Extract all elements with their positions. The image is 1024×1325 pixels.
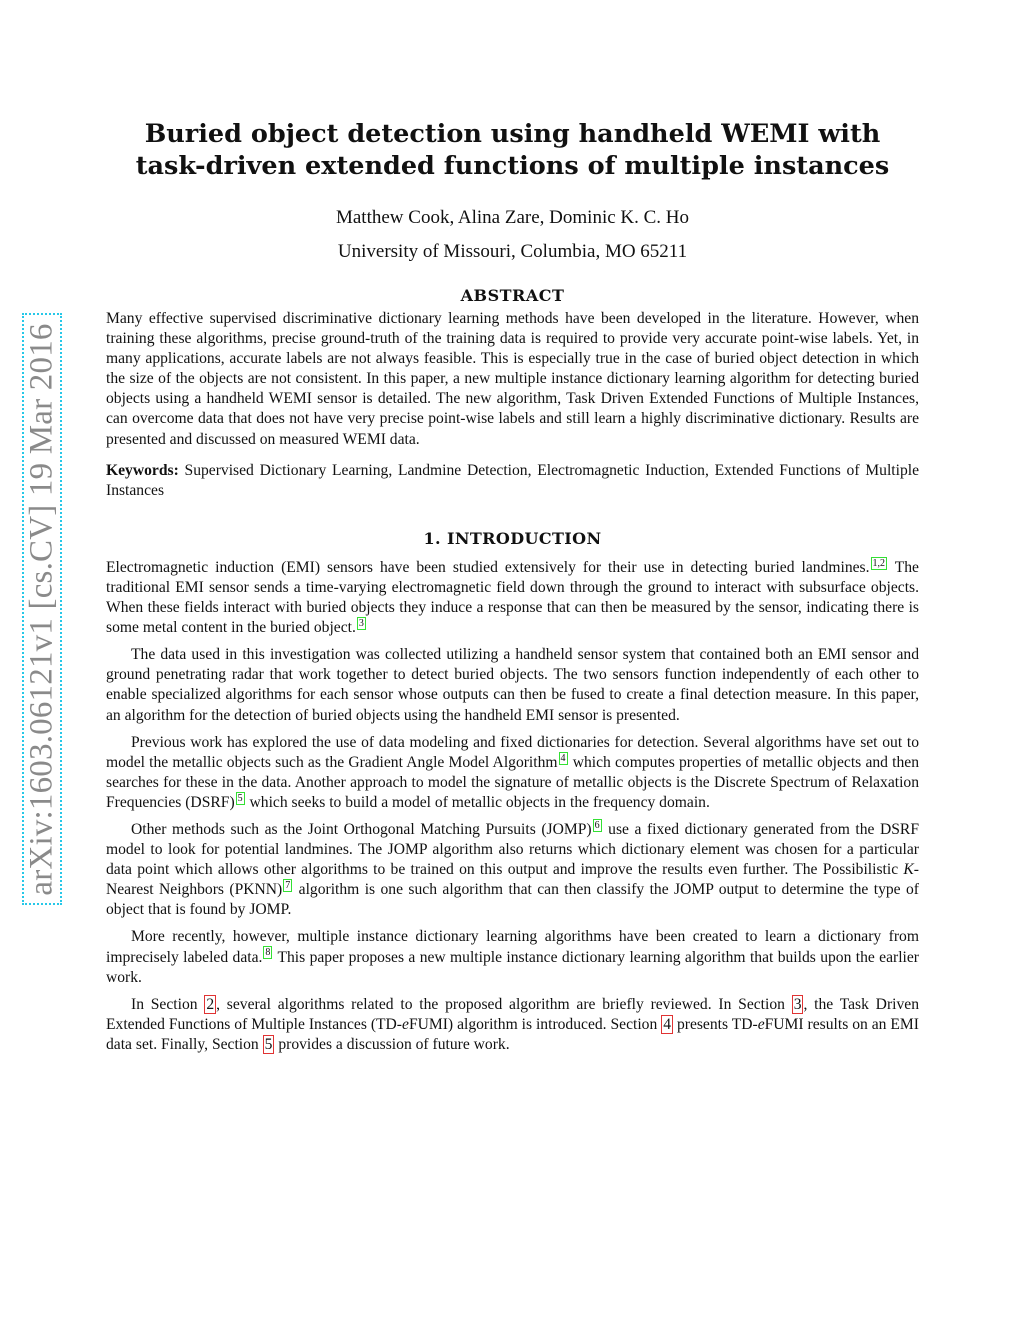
section-link[interactable]: 5	[264, 1035, 273, 1053]
text-run: -Nearest Neighbors (PKNN)	[106, 861, 919, 899]
text-run: In Section	[131, 995, 205, 1013]
abstract-heading: ABSTRACT	[460, 286, 565, 305]
intro-paragraph-4	[106, 820, 919, 920]
citation-link[interactable]: 3	[358, 617, 364, 629]
keywords	[106, 461, 919, 501]
text-run: The traditional EMI sensor sends a time-varying electromagnetic field down through the ground to interact with subsurface objects. When these fields interact with buried objects they induce a response that can then be measured by the sensor, indicating there is some metal content in the buried object.	[106, 558, 919, 637]
keywords-text: Supervised Dictionary Learning, Landmine Detection, Electromagnetic Induction, Extended Functions of Multiple Instances	[106, 461, 919, 499]
citation-link[interactable]: 4	[560, 752, 566, 764]
intro-paragraph-1	[106, 558, 919, 638]
text-run: More recently, however, multiple instance dictionary learning algorithms have been created to learn a dictionary from imprecisely labeled data.	[106, 928, 919, 966]
affiliation: University of Missouri, Columbia, MO 65211	[337, 241, 688, 262]
section-heading-introduction: 1. INTRODUCTION	[423, 528, 602, 548]
math-symbol: e	[402, 1015, 409, 1033]
arxiv-stamp[interactable]	[22, 313, 62, 905]
text-run: provides a discussion of future work.	[274, 1035, 510, 1053]
intro-paragraph-2: The data used in this investigation was collected utilizing a handheld sensor system that contained both an EMI sensor and ground penetrating radar that work together to detect buried objects. The two sensors function independently of each other to enable specialized algorithms for each sensor whose outputs can then be fused to create a final detection measure. In this paper, an algorithm for the detection of buried objects using the handheld EMI sensor is presented.	[106, 646, 919, 724]
citation-link[interactable]: 1,2	[872, 557, 886, 569]
text-run: which computes properties of metallic objects and then searches for these in the data. Another approach to model the signature of metallic objects is the Discrete Spectrum of Relaxation Frequencies (DSRF)	[106, 753, 919, 811]
intro-paragraph-6	[106, 995, 919, 1055]
section-link[interactable]: 3	[793, 995, 802, 1013]
section-link[interactable]: 4	[663, 1015, 672, 1033]
text-run: presents TD-	[673, 1015, 758, 1033]
citation-link[interactable]: 6	[594, 819, 600, 831]
math-symbol: K	[903, 861, 914, 879]
math-symbol: e	[757, 1015, 765, 1033]
section-link[interactable]: 2	[206, 995, 215, 1013]
text-run: , several algorithms related to the proposed algorithm are briefly reviewed. In Section	[216, 995, 792, 1013]
text-run: This paper proposes a new multiple instance dictionary learning algorithm that builds upon the earlier work.	[106, 948, 919, 986]
title-line-1: Buried object detection using handheld WEMI with	[144, 119, 881, 149]
intro-paragraph-3	[106, 733, 919, 813]
text-run: which seeks to build a model of metallic objects in the frequency domain.	[245, 793, 710, 811]
arxiv-id: arXiv:1603.06121v1 [cs.CV] 19 Mar 2016	[23, 322, 60, 896]
authors: Matthew Cook, Alina Zare, Dominic K. C. Ho	[335, 207, 690, 228]
text-run: Other methods such as the Joint Orthogonal Matching Pursuits (JOMP)	[131, 820, 592, 838]
text-run: use a fixed dictionary generated from the DSRF model to look for potential landmines. The JOMP algorithm also returns which dictionary element was chosen for a particular data point which allows other algorithms to be trained on this output and improve the results even further. The Possibilistic	[106, 820, 919, 879]
text-run: Previous work has explored the use of data modeling and fixed dictionaries for detection. Several algorithms have set out to model the metallic objects such as the Gradient Angle Model Algorithm	[106, 733, 919, 771]
intro-paragraph-5	[106, 927, 919, 987]
text-run: , the Task Driven Extended Functions of Multiple Instances (TD-	[106, 995, 919, 1033]
citation-link[interactable]: 5	[237, 792, 243, 804]
title-line-2: task-driven extended functions of multiple instances	[135, 151, 890, 181]
paper-page	[106, 118, 919, 1055]
paper-title	[106, 118, 919, 182]
text-run: FUMI) algorithm is introduced. Section	[408, 1015, 662, 1033]
citation-link[interactable]: 8	[265, 947, 271, 959]
keywords-label: Keywords:	[106, 461, 179, 479]
text-run: algorithm is one such algorithm that can then classify the JOMP output to determine the type of object that is found by JOMP.	[106, 881, 919, 919]
text-run: FUMI results on an EMI data set. Finally, Section	[106, 1015, 919, 1053]
text-run: Electromagnetic induction (EMI) sensors have been studied extensively for their use in detecting buried landmines.	[106, 558, 870, 576]
abstract-text: Many effective supervised discriminative dictionary learning methods have been developed in the literature. However, when training these algorithms, precise ground-truth of the training data is required to provide very accurate point-wise labels. Yet, in many applications, accurate labels are not always feasible. This is especially true in the case of buried object detection in which the size of the objects are not consistent. In this paper, a new multiple instance dictionary learning algorithm for detecting buried objects using a handheld WEMI sensor is detailed. The new algorithm, Task Driven Extended Functions of Multiple Instances, can overcome data that does not have very precise point-wise labels and still learn a highly discriminative dictionary. Results are presented and discussed on measured WEMI data.	[106, 310, 919, 448]
citation-link[interactable]: 7	[285, 880, 291, 892]
